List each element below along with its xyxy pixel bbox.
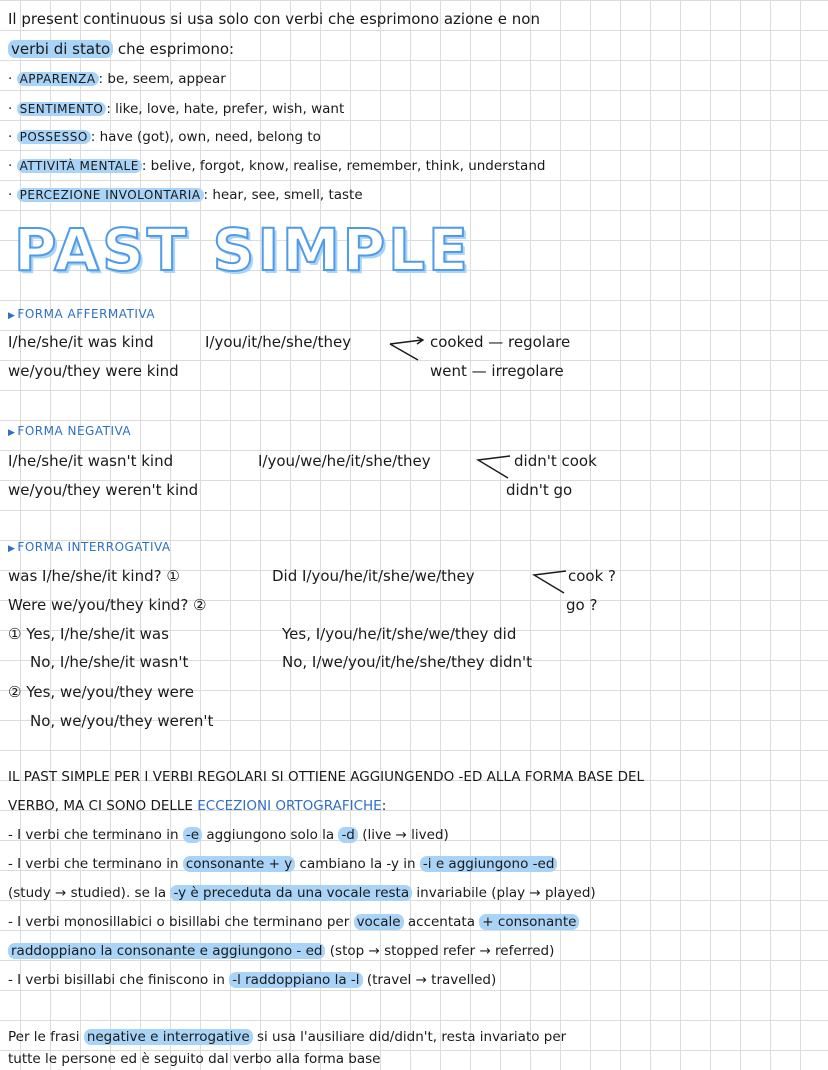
branch-arrow-icon (388, 336, 428, 366)
page-title: PAST SIMPLE (14, 216, 471, 284)
affermativa-left-2: we/you/they were kind (8, 362, 179, 380)
interrogativa-short-no: No, I/we/you/it/he/she/they didn't (282, 653, 533, 671)
interrogativa-right-1: cook ? (568, 567, 617, 585)
rule-3-continued: raddoppiano la consonante e aggiungono - ed (stop → stopped refer → referred) (8, 942, 554, 960)
intro-line-2-rest: che esprimono: (117, 40, 235, 58)
negativa-subjects: I/you/we/he/it/she/they (258, 452, 431, 470)
interrogativa-subjects: Did I/you/he/it/she/we/they (272, 567, 475, 585)
triangle-bullet-icon: ▶ (8, 311, 16, 321)
affermativa-right-1: cooked — regolare (430, 333, 571, 351)
stative-text: : hear, see, smell, taste (203, 187, 363, 203)
stative-text: : belive, forgot, know, realise, remember, think, understand (141, 158, 546, 174)
stative-item-possesso: · POSSESSO : have (got), own, need, belong to (8, 129, 321, 145)
stative-text: : like, love, hate, prefer, wish, want (106, 101, 345, 117)
interrogativa-question-2: Were we/you/they kind? ② (8, 596, 207, 614)
negativa-left-1: I/he/she/it wasn't kind (8, 452, 174, 470)
affermativa-subjects: I/you/it/he/she/they (205, 333, 352, 351)
heading-negativa: ▶ FORMA NEGATIVA (8, 424, 132, 438)
stative-verbs-highlight: verbi di stato (8, 40, 113, 58)
interrogativa-answer-2-no: No, we/you/they weren't (30, 712, 214, 730)
interrogativa-short-yes: Yes, I/you/he/it/she/we/they did (282, 625, 517, 643)
rule-1: - I verbi che terminano in -e aggiungono solo la -d (live → lived) (8, 827, 449, 843)
triangle-bullet-icon: ▶ (8, 428, 16, 438)
interrogativa-right-2: go ? (566, 596, 598, 614)
heading-affermativa: ▶ FORMA AFFERMATIVA (8, 307, 156, 321)
branch-bracket-icon (530, 565, 570, 597)
interrogativa-answer-2-yes: ② Yes, we/you/they were (8, 683, 194, 701)
intro-line-1: Il present continuous si usa solo con verbi che esprimono azione e non (8, 10, 540, 28)
rules-line-2: VERBO, MA CI SONO DELLE ECCEZIONI ORTOGRAFICHE: (8, 798, 387, 814)
negativa-left-2: we/you/they weren't kind (8, 481, 199, 499)
affermativa-left-1: I/he/she/it was kind (8, 333, 154, 351)
negativa-right-1: didn't cook (514, 452, 597, 470)
stative-item-apparenza: · APPARENZA : be, seem, appear (8, 71, 226, 87)
stative-label: ATTIVITÀ MENTALE (17, 159, 142, 173)
stative-label: SENTIMENTO (17, 102, 107, 116)
interrogativa-answer-1-no: No, I/he/she/it wasn't (30, 653, 189, 671)
negativa-right-2: didn't go (506, 481, 573, 499)
stative-text: : have (got), own, need, belong to (90, 129, 321, 145)
footer-line-2: tutte le persone ed è seguito dal verbo alla forma base (8, 1051, 381, 1067)
triangle-bullet-icon: ▶ (8, 544, 16, 554)
heading-interrogativa: ▶ FORMA INTERROGATIVA (8, 540, 171, 554)
stative-text: : be, seem, appear (98, 71, 226, 87)
stative-label: POSSESSO (17, 130, 91, 144)
interrogativa-question-1: was I/he/she/it kind? ① (8, 567, 180, 585)
rules-line-1: IL PAST SIMPLE PER I VERBI REGOLARI SI OTTIENE AGGIUNGENDO -ED ALLA FORMA BASE DEL (8, 769, 645, 785)
rule-4: - I verbi bisillabi che finiscono in -l raddoppiano la -l (travel → travelled) (8, 972, 497, 988)
footer-line-1: Per le frasi negative e interrogative si usa l'ausiliare did/didn't, resta invariato per (8, 1029, 567, 1045)
affermativa-right-2: went — irregolare (430, 362, 564, 380)
intro-line-2 (8, 40, 234, 58)
stative-item-attivita-mentale: · ATTIVITÀ MENTALE : belive, forgot, know, realise, remember, think, understand (8, 158, 546, 174)
branch-bracket-icon (474, 450, 514, 482)
stative-label: APPARENZA (17, 72, 99, 86)
interrogativa-answer-1-yes: ① Yes, I/he/she/it was (8, 625, 169, 643)
rule-3: - I verbi monosillabici o bisillabi che terminano per vocale accentata + consonante (8, 913, 579, 931)
rule-2-continued: (study → studied). se la -y è preceduta da una vocale resta invariabile (play → played) (8, 885, 596, 901)
rule-2: - I verbi che terminano in consonante + y cambiano la -y in -i e aggiungono -ed (8, 855, 557, 873)
stative-item-sentimento: · SENTIMENTO : like, love, hate, prefer, wish, want (8, 101, 345, 117)
stative-item-percezione: · PERCEZIONE INVOLONTARIA : hear, see, smell, taste (8, 187, 363, 203)
eccezioni-label: ECCEZIONI ORTOGRAFICHE (197, 798, 382, 814)
stative-label: PERCEZIONE INVOLONTARIA (17, 188, 204, 202)
